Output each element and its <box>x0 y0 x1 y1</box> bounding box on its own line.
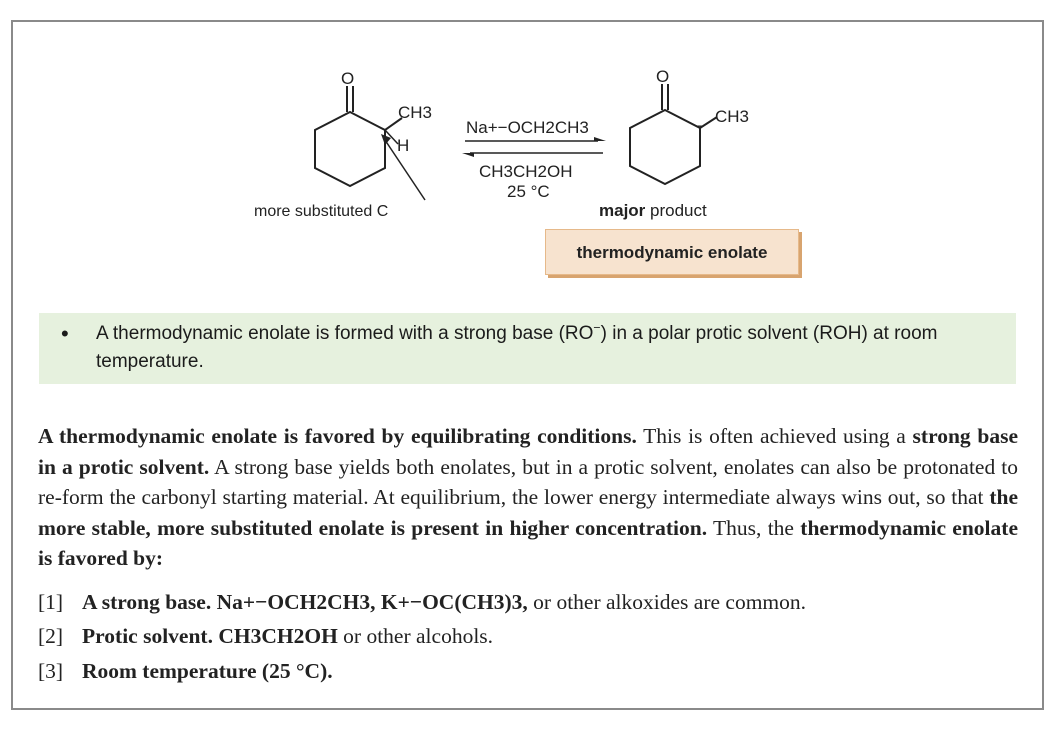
reagent-base: Na+−OCH2CH3 <box>466 118 589 137</box>
key-point-text <box>96 320 1001 376</box>
reactant-methyl-label <box>398 103 432 123</box>
para-s7: thermodynamic enolate is favored by: <box>38 515 1018 570</box>
product-ring <box>630 110 700 184</box>
reactant-ring <box>315 112 385 186</box>
para-s1: A thermodynamic enolate is favored by equilibrating conditions. <box>38 424 637 448</box>
bullet-icon: • <box>61 321 69 346</box>
list-item <box>38 590 806 615</box>
reactant-methyl-text: CH3 <box>398 103 433 122</box>
body-paragraph <box>38 421 1018 574</box>
reagent-solvent: CH3CH2OH <box>479 162 573 181</box>
list-rest: or other alcohols. <box>337 624 494 648</box>
list-item <box>38 659 333 684</box>
list-heading: Room temperature (25 °C). <box>82 659 333 683</box>
reagent-temperature: 25 °C <box>507 182 550 201</box>
forward-arrowhead <box>594 137 606 141</box>
reactant-hydrogen-label: H <box>397 136 410 155</box>
list-heading: A strong base. <box>82 590 212 614</box>
key-point-sup: − <box>593 320 601 335</box>
product-methyl-label: CH3 <box>715 107 750 126</box>
para-s5: the more stable, more substituted enolate is present in higher concentration. <box>38 485 1018 540</box>
reactant-oxygen-label: O <box>341 69 355 88</box>
list-formula: Na+−OCH2CH3, K+−OC(CH3)3, <box>216 590 528 614</box>
major-product-caption <box>599 201 707 221</box>
para-s3: strong base in a protic solvent. <box>38 424 1018 479</box>
list-formula: CH3CH2OH <box>218 624 338 648</box>
para-s2: This is often achieved using a <box>636 424 913 448</box>
product-oxygen-label: O <box>656 67 670 86</box>
list-item <box>38 624 493 649</box>
list-rest: or other alkoxides are common. <box>527 590 807 614</box>
key-point-post: ) in a polar protic solvent (ROH) at room temperature. <box>96 323 938 372</box>
list-number: [1] <box>38 590 64 614</box>
more-substituted-caption: more substituted C <box>254 203 389 220</box>
reaction-scheme <box>0 0 1061 300</box>
para-s4: A strong base yields both enolates, but in a protic solvent, enolates can also be protonated to re-form the carbonyl starting material. At equilibrium, the lower energy intermediate always wins out, so that <box>38 454 1019 509</box>
major-word: major <box>599 201 646 220</box>
para-s6: Thus, the <box>707 515 801 540</box>
key-point-pre: A thermodynamic enolate is formed with a strong base (RO <box>96 323 594 344</box>
thermodynamic-enolate-label: thermodynamic enolate <box>545 229 799 275</box>
list-number: [3] <box>38 659 64 683</box>
key-point-box <box>39 313 1016 384</box>
product-word: product <box>645 201 707 220</box>
reverse-arrowhead <box>462 153 474 157</box>
list-number: [2] <box>38 624 64 648</box>
list-heading: Protic solvent. <box>82 624 213 648</box>
